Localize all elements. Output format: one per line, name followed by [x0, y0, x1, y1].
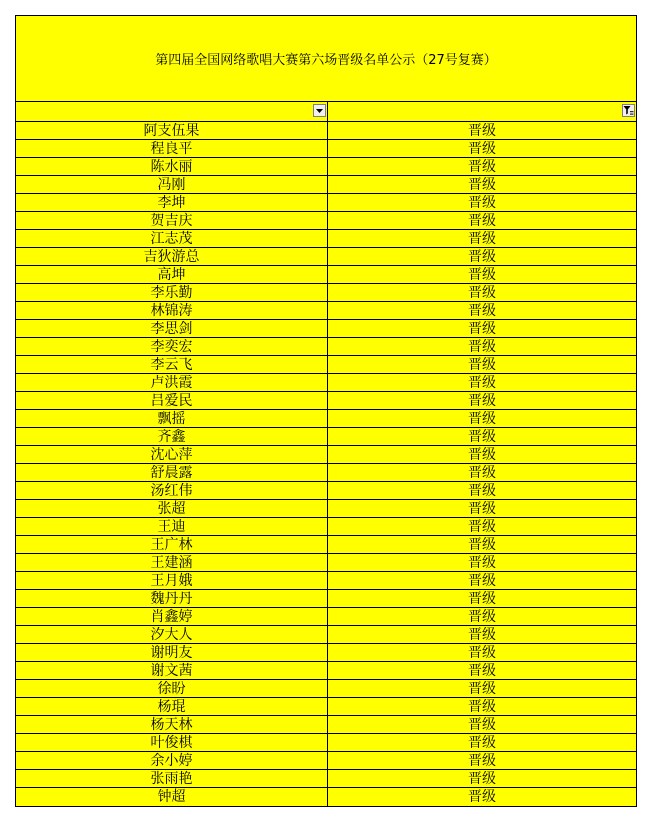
- name-cell[interactable]: 阿支伍果: [16, 122, 328, 139]
- table-row: [16, 176, 636, 194]
- status-cell[interactable]: 晋级: [468, 212, 496, 229]
- status-cell[interactable]: 晋级: [468, 572, 496, 589]
- status-cell[interactable]: 晋级: [468, 338, 496, 355]
- name-cell[interactable]: 卢洪霞: [16, 374, 328, 391]
- status-cell[interactable]: 晋级: [468, 374, 496, 391]
- status-cell[interactable]: 晋级: [468, 500, 496, 517]
- status-cell[interactable]: 晋级: [468, 770, 496, 787]
- name-cell[interactable]: 杨天林: [16, 716, 328, 733]
- status-cell[interactable]: 晋级: [468, 266, 496, 283]
- name-cell[interactable]: 叶俊棋: [16, 734, 328, 751]
- status-cell[interactable]: 晋级: [468, 626, 496, 643]
- table-row: [16, 212, 636, 230]
- table-row: [16, 302, 636, 320]
- spreadsheet-table: [15, 15, 637, 807]
- table-row: [16, 284, 636, 302]
- name-cell[interactable]: 江志茂: [16, 230, 328, 247]
- autofilter-row: [16, 102, 636, 122]
- name-cell[interactable]: 吕爱民: [16, 392, 328, 409]
- table-row: [16, 554, 636, 572]
- table-row: [16, 752, 636, 770]
- table-row: [16, 536, 636, 554]
- status-cell[interactable]: 晋级: [468, 140, 496, 157]
- name-cell[interactable]: 李奕宏: [16, 338, 328, 355]
- name-cell[interactable]: 钟超: [16, 788, 328, 806]
- name-cell[interactable]: 王广林: [16, 536, 328, 553]
- table-row: [16, 500, 636, 518]
- status-cell[interactable]: 晋级: [468, 554, 496, 571]
- status-cell[interactable]: 晋级: [468, 662, 496, 679]
- table-row: [16, 482, 636, 500]
- name-cell[interactable]: 吉狄游总: [16, 248, 328, 265]
- table-row: [16, 374, 636, 392]
- status-cell[interactable]: 晋级: [468, 122, 496, 139]
- table-row: [16, 644, 636, 662]
- status-cell[interactable]: 晋级: [468, 302, 496, 319]
- name-cell[interactable]: 张雨艳: [16, 770, 328, 787]
- name-cell[interactable]: 李云飞: [16, 356, 328, 373]
- status-cell[interactable]: 晋级: [468, 356, 496, 373]
- status-cell[interactable]: 晋级: [468, 518, 496, 535]
- name-cell[interactable]: 李坤: [16, 194, 328, 211]
- name-cell[interactable]: 张超: [16, 500, 328, 517]
- status-cell[interactable]: 晋级: [468, 446, 496, 463]
- title-cell[interactable]: 第四届全国网络歌唱大赛第六场晋级名单公示（27号复赛）: [16, 16, 636, 102]
- status-cell[interactable]: 晋级: [468, 284, 496, 301]
- table-row: [16, 248, 636, 266]
- status-cell[interactable]: 晋级: [468, 752, 496, 769]
- table-row: [16, 572, 636, 590]
- name-cell[interactable]: 贺吉庆: [16, 212, 328, 229]
- status-cell[interactable]: 晋级: [468, 608, 496, 625]
- name-cell[interactable]: 谢明友: [16, 644, 328, 661]
- table-row: [16, 428, 636, 446]
- name-cell[interactable]: 魏丹丹: [16, 590, 328, 607]
- status-cell[interactable]: 晋级: [468, 410, 496, 427]
- name-cell[interactable]: 王建涵: [16, 554, 328, 571]
- status-cell[interactable]: 晋级: [468, 716, 496, 733]
- table-row: [16, 734, 636, 752]
- name-cell[interactable]: 谢文茜: [16, 662, 328, 679]
- table-row: [16, 680, 636, 698]
- status-cell[interactable]: 晋级: [468, 482, 496, 499]
- table-row: [16, 356, 636, 374]
- status-cell[interactable]: 晋级: [468, 734, 496, 751]
- status-cell[interactable]: 晋级: [468, 248, 496, 265]
- name-cell[interactable]: 王月娥: [16, 572, 328, 589]
- name-cell[interactable]: 沈心萍: [16, 446, 328, 463]
- name-cell[interactable]: 王迪: [16, 518, 328, 535]
- name-cell[interactable]: 高坤: [16, 266, 328, 283]
- table-row: [16, 140, 636, 158]
- table-row: [16, 788, 636, 806]
- name-cell[interactable]: 徐盼: [16, 680, 328, 697]
- name-cell[interactable]: 林锦涛: [16, 302, 328, 319]
- filter-cell-status[interactable]: [328, 102, 636, 121]
- status-cell[interactable]: 晋级: [468, 536, 496, 553]
- name-cell[interactable]: 李乐勤: [16, 284, 328, 301]
- status-cell[interactable]: 晋级: [468, 392, 496, 409]
- table-row: [16, 230, 636, 248]
- status-cell[interactable]: 晋级: [468, 320, 496, 337]
- status-cell[interactable]: 晋级: [468, 428, 496, 445]
- status-cell[interactable]: 晋级: [468, 230, 496, 247]
- name-cell[interactable]: 肖鑫婷: [16, 608, 328, 625]
- name-cell[interactable]: 余小婷: [16, 752, 328, 769]
- table-row: [16, 446, 636, 464]
- status-cell[interactable]: 晋级: [468, 789, 496, 805]
- name-cell[interactable]: 飘摇: [16, 410, 328, 427]
- table-row: [16, 716, 636, 734]
- table-row: [16, 266, 636, 284]
- name-cell[interactable]: 汤红伟: [16, 482, 328, 499]
- table-row: [16, 770, 636, 788]
- filter-cell-name[interactable]: [16, 102, 328, 121]
- name-cell[interactable]: 舒晨露: [16, 464, 328, 481]
- table-row: [16, 320, 636, 338]
- dropdown-arrow-icon[interactable]: [313, 104, 326, 117]
- filter-active-icon[interactable]: [622, 104, 635, 117]
- status-cell[interactable]: 晋级: [468, 644, 496, 661]
- name-cell[interactable]: 陈水丽: [16, 158, 328, 175]
- name-cell[interactable]: 程良平: [16, 140, 328, 157]
- data-rows: [16, 122, 636, 806]
- name-cell[interactable]: 李思剑: [16, 320, 328, 337]
- status-cell[interactable]: 晋级: [468, 680, 496, 697]
- table-row: [16, 464, 636, 482]
- table-row: [16, 122, 636, 140]
- table-row: [16, 590, 636, 608]
- name-cell[interactable]: 齐鑫: [16, 428, 328, 445]
- table-row: [16, 338, 636, 356]
- table-row: [16, 608, 636, 626]
- table-row: [16, 626, 636, 644]
- table-row: [16, 158, 636, 176]
- name-cell[interactable]: 杨琨: [16, 698, 328, 715]
- name-cell[interactable]: 冯刚: [16, 176, 328, 193]
- status-cell[interactable]: 晋级: [468, 158, 496, 175]
- table-row: [16, 518, 636, 536]
- table-row: [16, 410, 636, 428]
- name-cell[interactable]: 汐大人: [16, 626, 328, 643]
- table-row: [16, 698, 636, 716]
- table-row: [16, 194, 636, 212]
- status-cell[interactable]: 晋级: [468, 194, 496, 211]
- status-cell[interactable]: 晋级: [468, 176, 496, 193]
- status-cell[interactable]: 晋级: [468, 590, 496, 607]
- status-cell[interactable]: 晋级: [468, 464, 496, 481]
- table-row: [16, 662, 636, 680]
- status-cell[interactable]: 晋级: [468, 698, 496, 715]
- table-row: [16, 392, 636, 410]
